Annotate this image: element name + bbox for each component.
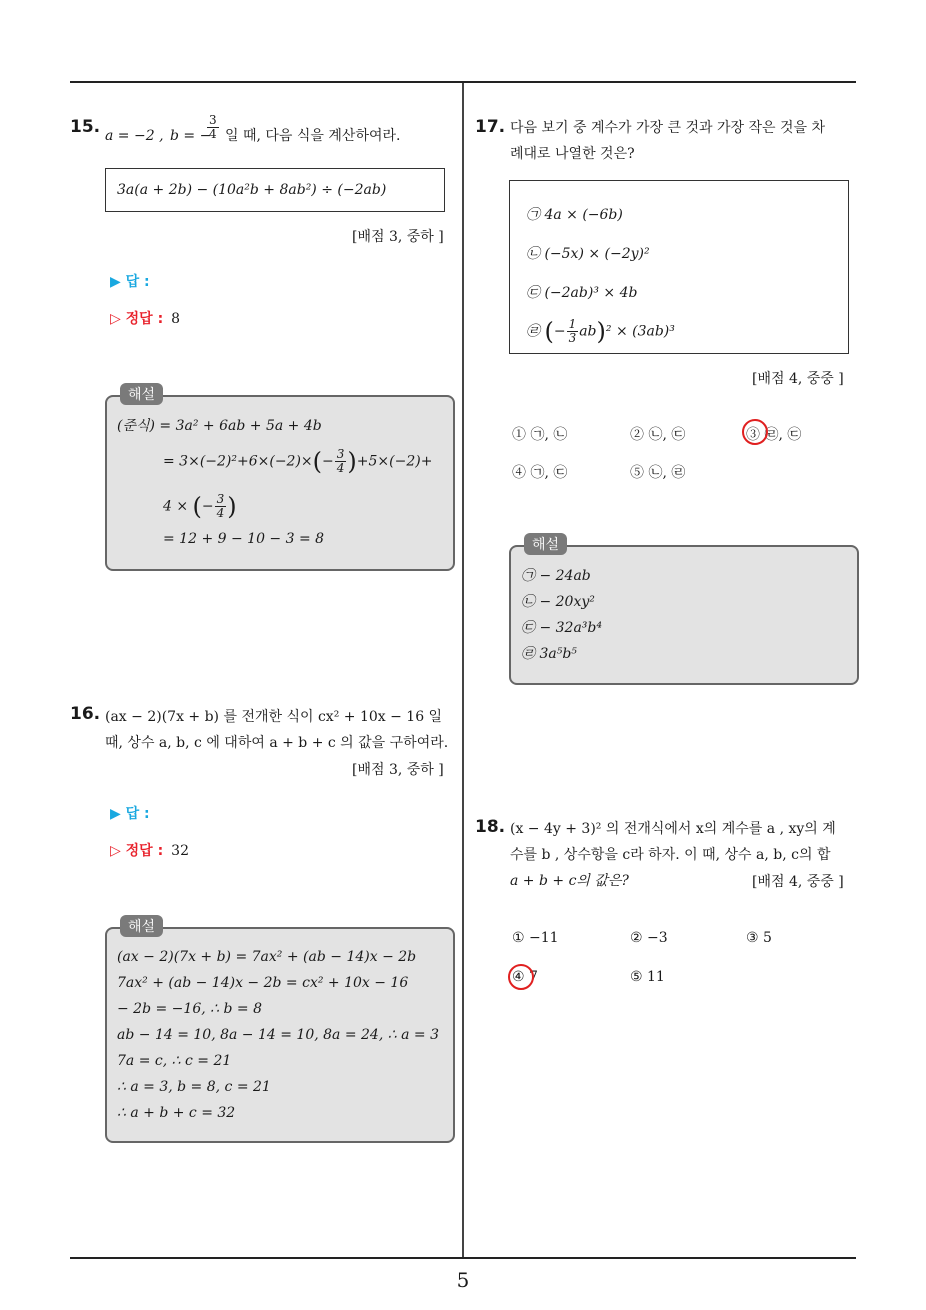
q16-solution-line: (ax − 2)(7x + b) = 7ax² + (ab − 14)x − 2b: [117, 949, 417, 965]
q15-solution-line-3: 4 × (− $\frac{3}{4}$ ): [163, 492, 237, 521]
q17-choice-1[interactable]: ① ㉠, ㉡: [512, 427, 568, 443]
q17-solution-line: ㉣ 3a⁵b⁵: [521, 646, 577, 662]
q15-condition-a: a = −2 ,: [105, 128, 164, 144]
q17-item-b: ㉡ (−5x) × (−2y)²: [526, 246, 650, 262]
q16-solution-tag: 해설: [120, 915, 163, 937]
q17-solution-line: ㉢ − 32a³b⁴: [521, 620, 602, 636]
q17-choice-2[interactable]: ② ㉡, ㉢: [630, 427, 686, 443]
q16-solution-line: ab − 14 = 10, 8a − 14 = 10, 8a = 24, ∴ a = 3: [117, 1027, 439, 1043]
q17-item-a: ㉠ 4a × (−6b): [526, 207, 623, 223]
q18-selected-circle-mark: [508, 964, 534, 990]
q17-line-1: 다음 보기 중 계수가 가장 큰 것과 가장 작은 것을 차: [510, 120, 825, 136]
q17-options-box: [509, 180, 849, 354]
q17-solution-line: ㉠ − 24ab: [521, 568, 591, 584]
q15-answer-label: ▶ 답 :: [110, 274, 150, 290]
q15-prompt: 일 때, 다음 식을 계산하여라.: [225, 128, 401, 144]
q16-answer-label: ▶ 답 :: [110, 806, 150, 822]
column-divider: [462, 83, 464, 1257]
q15-expression-box: [105, 168, 445, 212]
q15-solution-line-1: (준식) = 3a² + 6ab + 5a + 4b: [117, 418, 322, 434]
q17-solution-line: ㉡ − 20xy²: [521, 594, 595, 610]
page-number: 5: [456, 1268, 470, 1292]
q15-condition-fraction: $\frac{3}{4}$: [209, 113, 217, 141]
q16-solution-line: ∴ a + b + c = 32: [117, 1105, 236, 1121]
question-15-number: 15.: [70, 117, 101, 137]
q15-correct-answer: ▷ 정답 : 8: [110, 311, 181, 327]
q15-solution-line-4: = 12 + 9 − 10 − 3 = 8: [163, 531, 325, 547]
q18-line-3: a + b + c의 값은?: [510, 873, 629, 889]
q16-solution-line: − 2b = −16, ∴ b = 8: [117, 1001, 262, 1017]
question-18-number: 18.: [475, 817, 506, 837]
question-17-number: 17.: [475, 117, 506, 137]
q16-solution-line: ∴ a = 3, b = 8, c = 21: [117, 1079, 271, 1095]
q15-solution-line-2: = 3×(−2)²+6×(−2)×(− $\frac{3}{4}$ )+5×(−2)+: [163, 447, 433, 476]
q17-item-d: ㉣ (− $\frac{1}{3}$ ab)² × (3ab)³: [526, 317, 675, 346]
q16-line-2: 때, 상수 a, b, c 에 대하여 a + b + c 의 값을 구하여라.: [105, 735, 449, 751]
q18-choice-2[interactable]: ② −3: [630, 930, 668, 946]
q17-item-c: ㉢ (−2ab)³ × 4b: [526, 285, 638, 301]
q16-correct-value: 32: [171, 843, 189, 859]
q17-solution-tag: 해설: [524, 533, 567, 555]
q17-line-2: 례대로 나열한 것은?: [510, 146, 635, 162]
q17-selected-circle-mark: [742, 419, 768, 445]
q18-choice-4[interactable]: ④ 7: [512, 969, 538, 985]
q15-expression: 3a(a + 2b) − (10a²b + 8ab²) ÷ (−2ab): [117, 182, 387, 198]
question-16-number: 16.: [70, 704, 101, 724]
q16-correct-answer: ▷ 정답 : 32: [110, 843, 189, 859]
q15-score: [배점 3, 중하 ]: [352, 229, 444, 245]
q18-choice-3[interactable]: ③ 5: [746, 930, 772, 946]
q15-solution-tag: 해설: [120, 383, 163, 405]
q17-choice-4[interactable]: ④ ㉠, ㉢: [512, 465, 568, 481]
q18-line-2: 수를 b , 상수항을 c라 하자. 이 때, 상수 a, b, c의 합: [510, 847, 831, 863]
q18-choice-1[interactable]: ① −11: [512, 930, 559, 946]
q17-choice-3[interactable]: ③ ㉣, ㉢: [746, 427, 802, 443]
q18-choice-5[interactable]: ⑤ 11: [630, 969, 665, 985]
bottom-rule: [70, 1257, 856, 1259]
q16-solution-line: 7a = c, ∴ c = 21: [117, 1053, 232, 1069]
q16-line-1: (ax − 2)(7x + b) 를 전개한 식이 cx² + 10x − 16 일: [105, 709, 443, 725]
q15-correct-value: 8: [171, 311, 181, 327]
q17-score: [배점 4, 중중 ]: [752, 371, 844, 387]
q18-line-1: (x − 4y + 3)² 의 전개식에서 x의 계수를 a , xy의 계: [510, 821, 836, 837]
q16-score: [배점 3, 중하 ]: [352, 762, 444, 778]
q16-solution-line: 7ax² + (ab − 14)x − 2b = cx² + 10x − 16: [117, 975, 409, 991]
q17-choice-5[interactable]: ⑤ ㉡, ㉣: [630, 465, 686, 481]
q15-condition-b: b = −: [170, 128, 212, 144]
q18-score: [배점 4, 중중 ]: [752, 874, 844, 890]
